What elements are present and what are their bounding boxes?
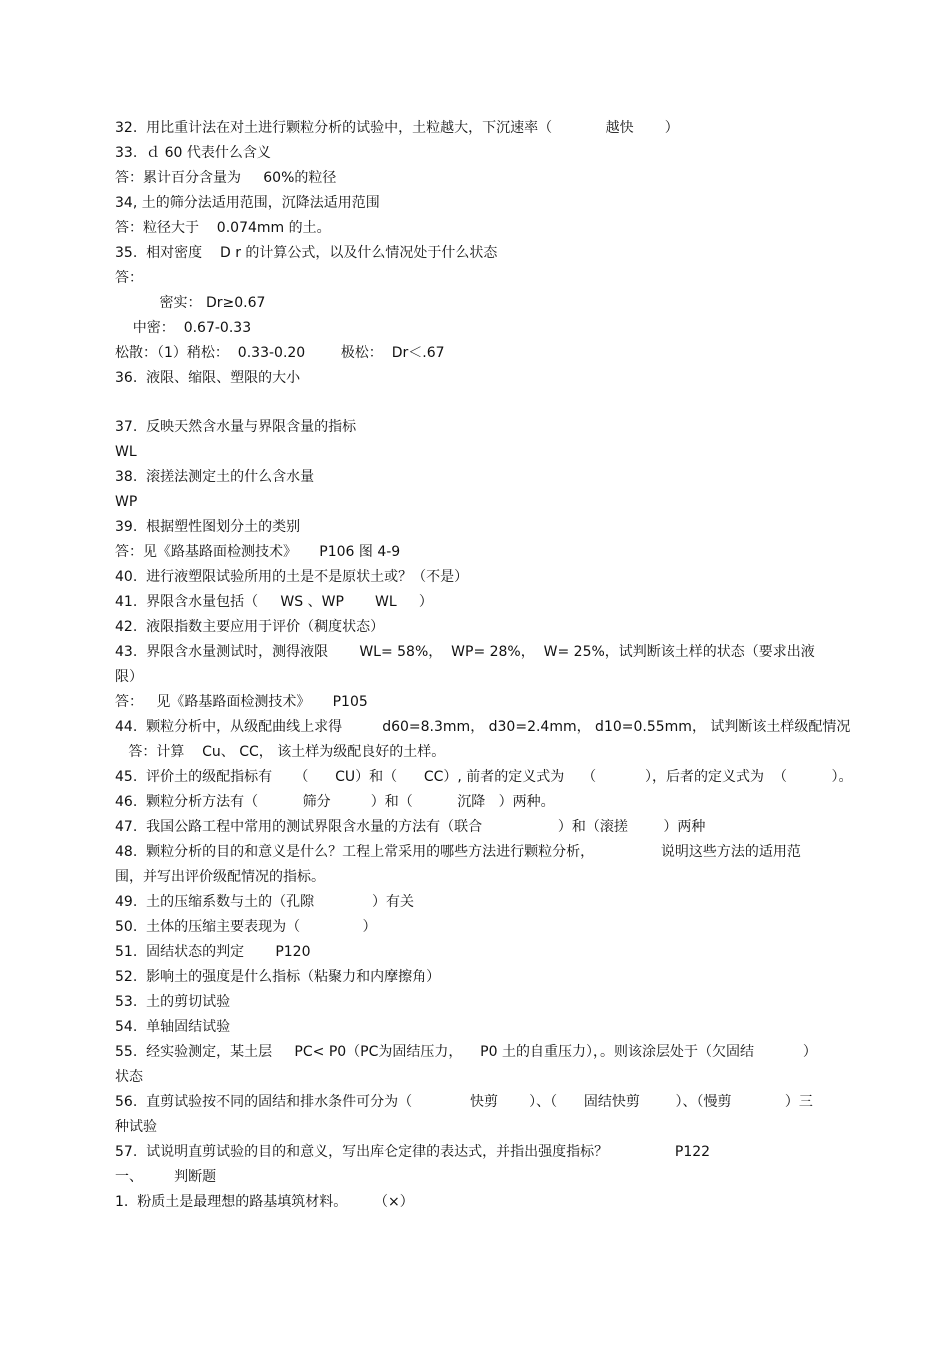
question-47: 47. 我国公路工程中常用的测试界限含水量的方法有（联合 ）和（滚搓 ）两种: [115, 819, 706, 835]
question-51: 51. 固结状态的判定 P120: [115, 944, 311, 960]
question-48: 48. 颗粒分析的目的和意义是什么？工程上常采用的哪些方法进行颗粒分析， 说明这些方法的适用范: [115, 844, 801, 860]
question-44: 44. 颗粒分析中，从级配曲线上求得 d60=8.3mm， d30=2.4mm， d10=0.55mm， 试判断该土样级配情况: [115, 719, 851, 735]
question-55-cont: 状态: [115, 1069, 143, 1085]
question-40: 40. 进行液塑限试验所用的土是不是原状土或？（不是）: [115, 569, 469, 585]
question-38: 38. 滚搓法测定土的什么含水量: [115, 469, 315, 485]
question-53: 53. 土的剪切试验: [115, 994, 231, 1010]
question-55: 55. 经实验测定，某土层 PC< P0（PC为固结压力， P0 土的自重压力），。则该涂层处于（欠固结 ）: [115, 1044, 817, 1060]
answer-35-medium: 中密： 0.67-0.33: [115, 320, 252, 336]
question-32: 32. 用比重计法在对土进行颗粒分析的试验中，土粒越大，下沉速率（ 越快 ）: [115, 120, 679, 136]
answer-37: WL: [115, 444, 137, 460]
question-36: 36. 液限、缩限、塑限的大小: [115, 370, 301, 386]
question-52: 52. 影响土的强度是什么指标（粘聚力和内摩擦角）: [115, 969, 441, 985]
question-41: 41. 界限含水量包括（ WS 、WP WL ）: [115, 594, 433, 610]
answer-38: WP: [115, 494, 138, 510]
question-57: 57. 试说明直剪试验的目的和意义，写出库仑定律的表达式，并指出强度指标？ P122: [115, 1144, 711, 1160]
section-heading-judgement: 一、 判断题: [115, 1169, 217, 1185]
question-33: 33. ｄ 60 代表什么含义: [115, 145, 271, 161]
question-45: 45. 评价土的级配指标有 （ CU）和（ CC）, 前者的定义式为 （ ），后者的定义式为 （ ）。: [115, 769, 853, 785]
question-43-cont: 限）: [115, 669, 143, 685]
question-35: 35. 相对密度 D r 的计算公式，以及什么情况处于什么状态: [115, 245, 498, 261]
answer-33: 答：累计百分含量为 60%的粒径: [115, 170, 337, 186]
question-39: 39. 根据塑性图划分土的类别: [115, 519, 301, 535]
answer-35-loose: 松散：（1）稍松： 0.33-0.20 极松： Dr＜.67: [115, 345, 445, 361]
question-37: 37. 反映天然含水量与界限含量的指标: [115, 419, 357, 435]
question-42: 42. 液限指数主要应用于评价（稠度状态）: [115, 619, 385, 635]
question-54: 54. 单轴固结试验: [115, 1019, 231, 1035]
question-48-cont: 围，并写出评价级配情况的指标。: [115, 869, 325, 885]
question-56: 56. 直剪试验按不同的固结和排水条件可分为（ 快剪 ）、（ 固结快剪 ）、（慢剪 ）三: [115, 1094, 813, 1110]
answer-35-label: 答：: [115, 270, 143, 286]
question-46: 46. 颗粒分析方法有（ 筛分 ）和（ 沉降 ）两种。: [115, 794, 555, 810]
answer-34: 答：粒径大于 0.074mm 的土。: [115, 220, 331, 236]
question-56-cont: 种试验: [115, 1119, 157, 1135]
question-49: 49. 土的压缩系数与土的（孔隙 ）有关: [115, 894, 415, 910]
answer-35-dense: 密实： Dr≥0.67: [115, 295, 266, 311]
question-34: 34, 土的筛分法适用范围，沉降法适用范围: [115, 195, 380, 211]
answer-44: 答：计算 Cu、 CC， 该土样为级配良好的土样。: [115, 744, 446, 760]
answer-39: 答：见《路基路面检测技术》 P106 图 4-9: [115, 544, 401, 560]
answer-43: 答： 见《路基路面检测技术》 P105: [115, 694, 368, 710]
question-50: 50. 土体的压缩主要表现为（ ）: [115, 919, 377, 935]
judgement-1: 1. 粉质土是最理想的路基填筑材料。 （×）: [115, 1194, 414, 1210]
question-43: 43. 界限含水量测试时，测得液限 WL= 58%， WP= 28%， W= 25%，试判断该土样的状态（要求出液: [115, 644, 815, 660]
